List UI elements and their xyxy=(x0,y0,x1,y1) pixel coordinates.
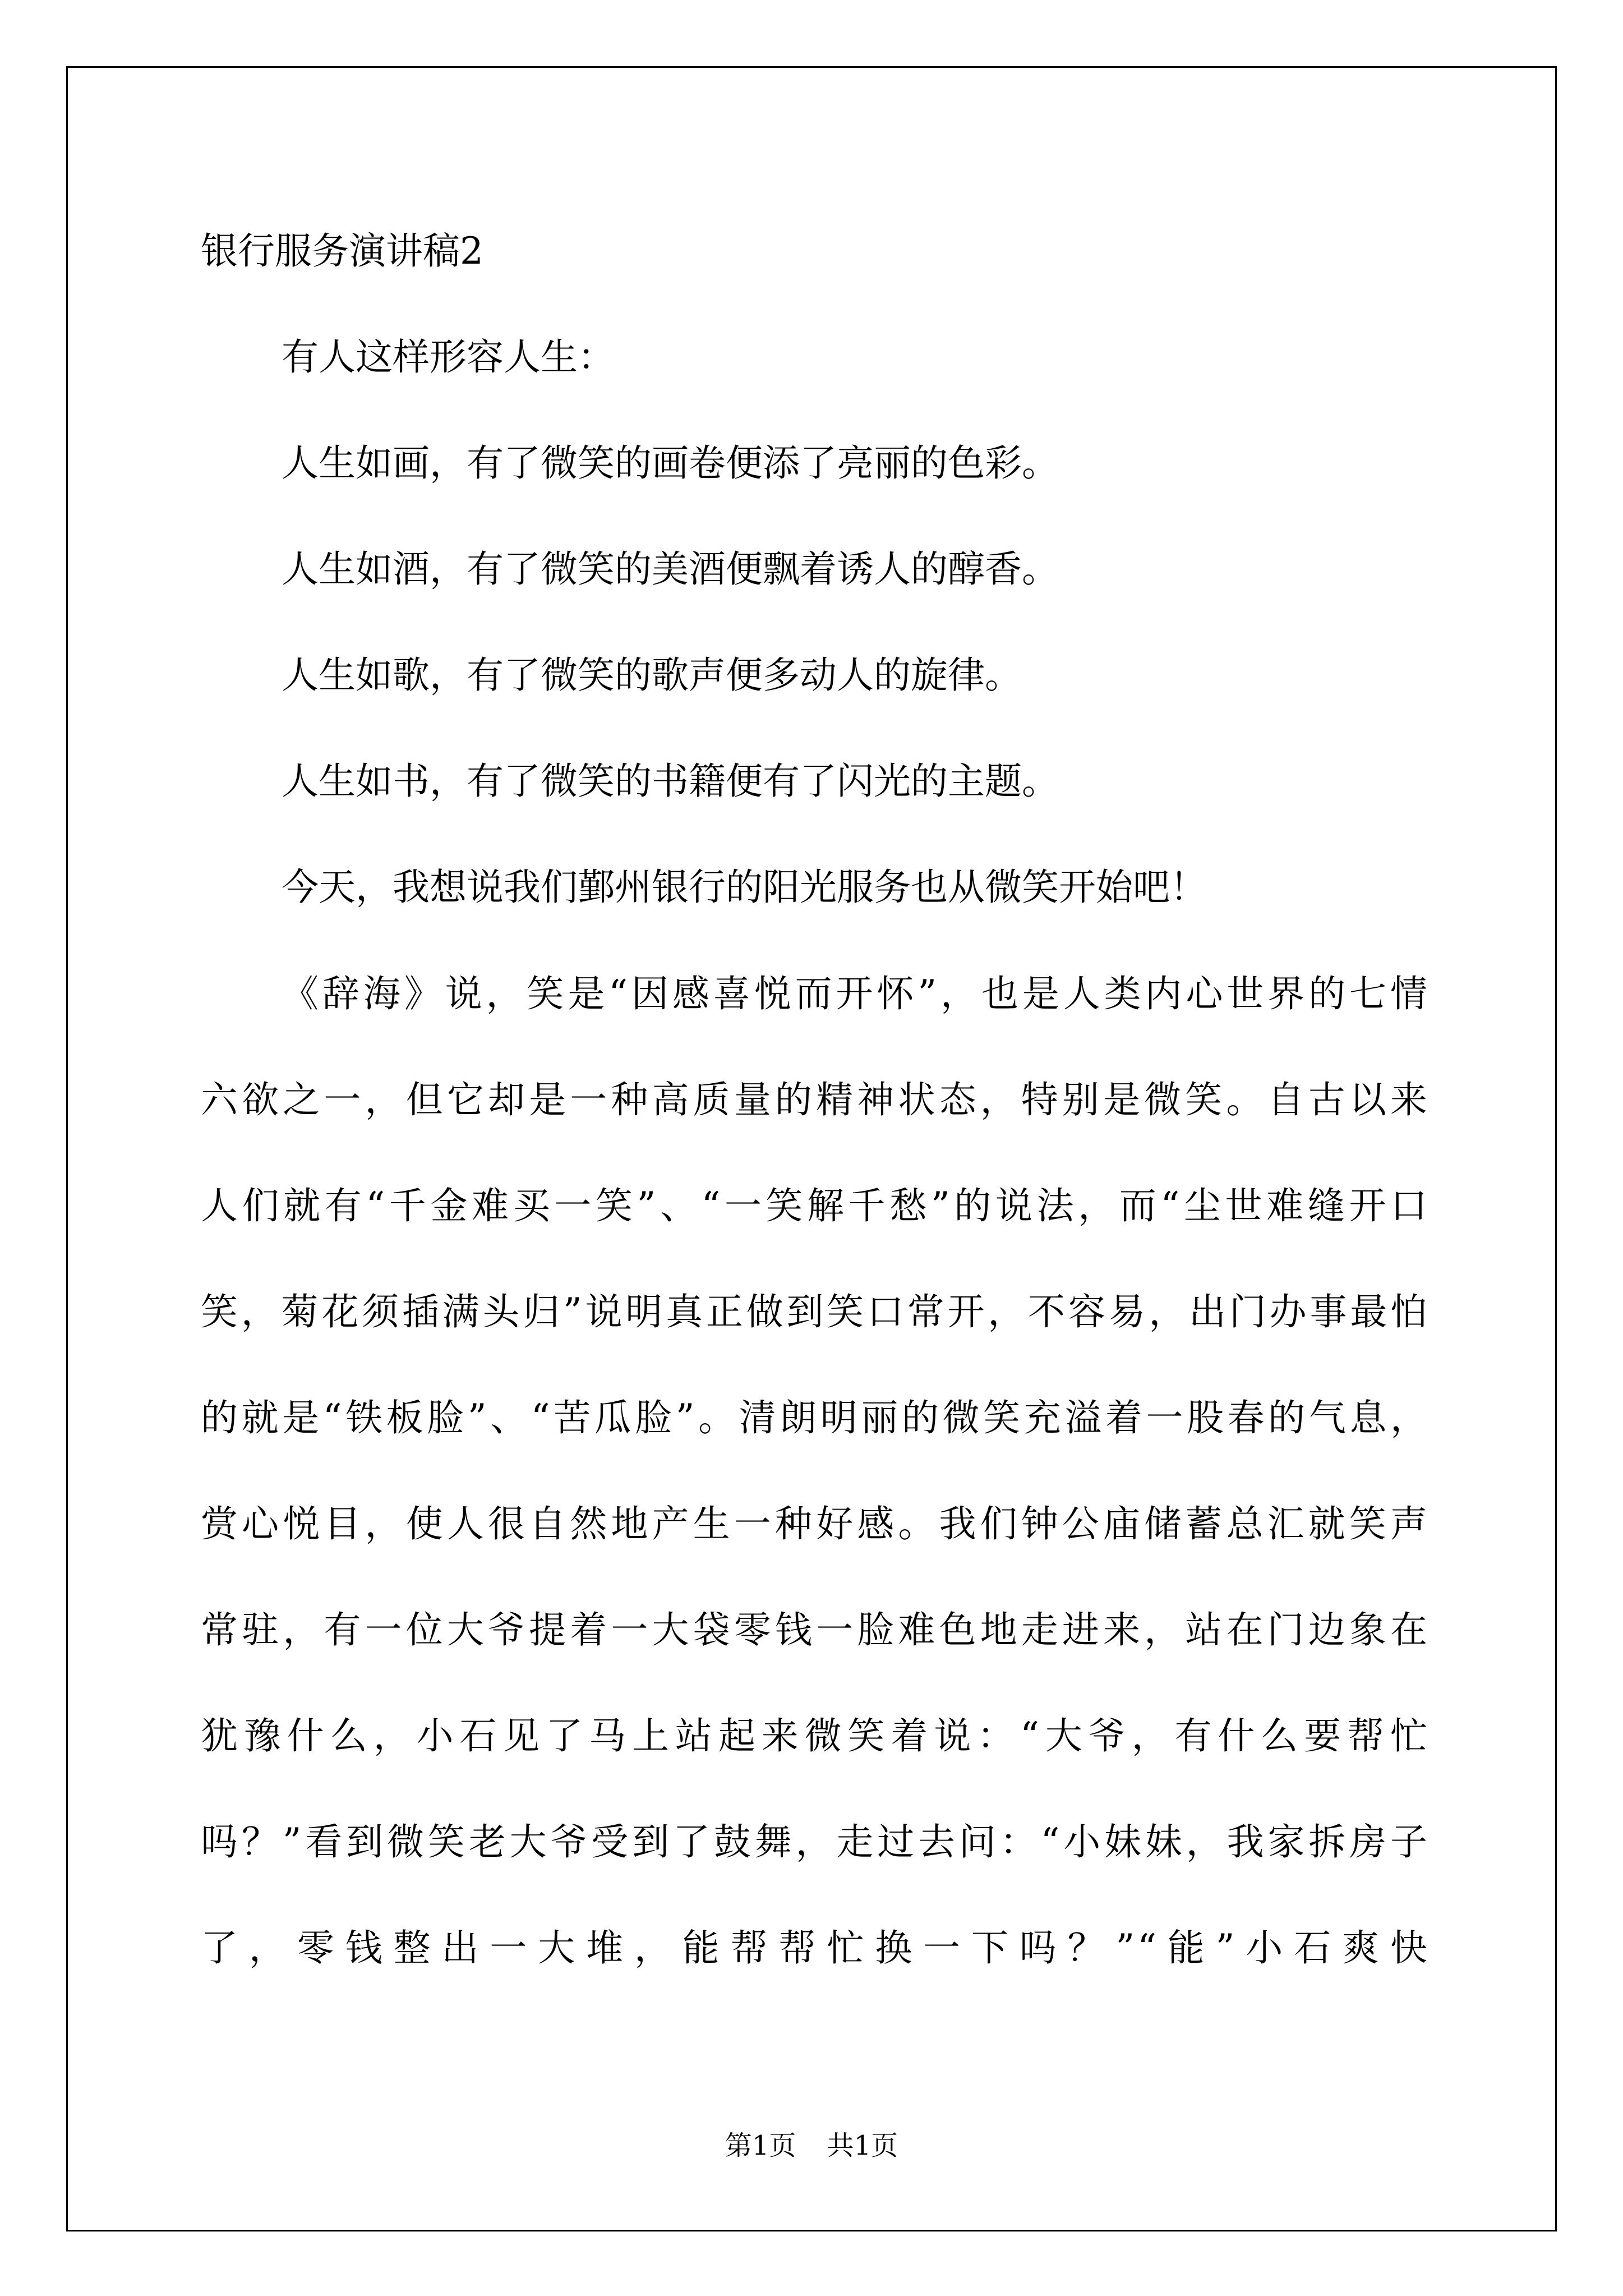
page-footer xyxy=(0,2129,1623,2162)
paragraph: 人生如画，有了微笑的画卷便添了亮丽的色彩。 xyxy=(282,441,1059,485)
paragraph: 人生如酒，有了微笑的美酒便飘着诱人的醇香。 xyxy=(282,547,1059,591)
page-number: 第1页 xyxy=(725,2130,796,2161)
document-body xyxy=(201,224,1430,2001)
paragraph: 人生如歌，有了微笑的歌声便多动人的旋律。 xyxy=(282,654,1022,697)
paragraph: 人生如书，有了微笑的书籍便有了闪光的主题。 xyxy=(282,760,1059,803)
body-paragraph: 《辞海》说，笑是“因感喜悦而开怀”，也是人类内心世界的七情六欲之一，但它却是一种高质量的精神状态，特别是微笑。自古以来人们就有“千金难买一笑”、“一笑解千愁”的说法，而“尘世难缝开口笑，菊花须插满头归”说明真正做到笑口常开，不容易，出门办事最怕的就是“铁板脸”、“苦瓜脸”。清朗明丽的微笑充溢着一股春的气息，赏心悦目，使人很自然地产生一种好感。我们钟公庙储蓄总汇就笑声常驻，有一位大爷提着一大袋零钱一脸难色地走进来，站在门边象在犹豫什么，小石见了马上站起来微笑着说：“大爷，有什么要帮忙吗？”看到微笑老大爷受到了鼓舞，走过去问：“小妹妹，我家拆房子了，零钱整出一大堆，能帮帮忙换一下吗？”“能”小石爽快 xyxy=(201,972,1430,1970)
paragraph: 今天，我想说我们鄞州银行的阳光服务也从微笑开始吧！ xyxy=(282,866,1207,909)
document-title: 银行服务演讲稿2 xyxy=(201,229,483,273)
paragraph: 有人这样形容人生： xyxy=(282,335,615,379)
page-total: 共1页 xyxy=(827,2130,898,2161)
